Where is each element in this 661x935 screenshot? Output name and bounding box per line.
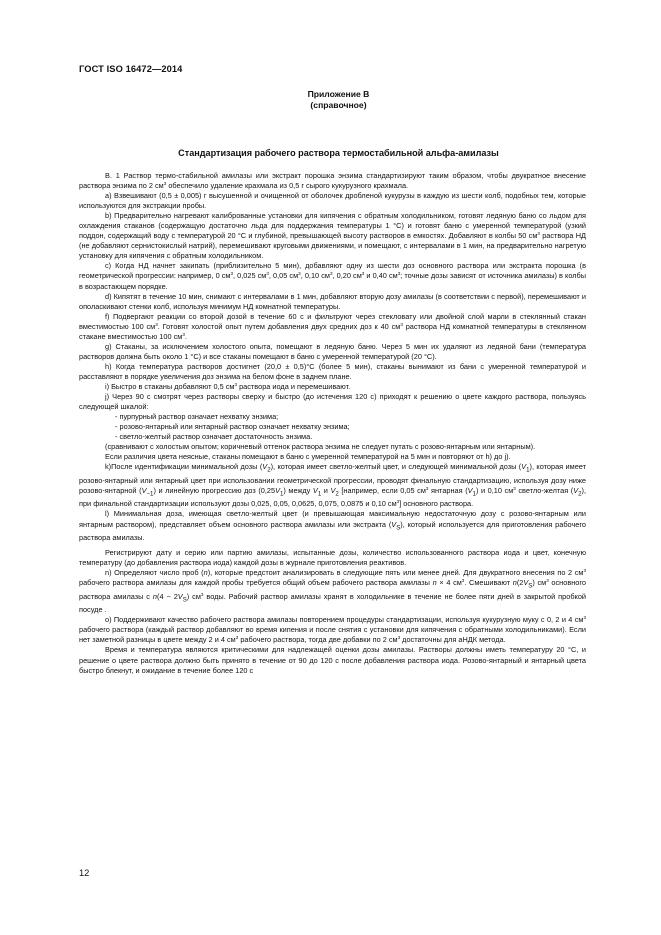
standard-code: ГОСТ ISO 16472—2014 xyxy=(79,64,183,74)
paragraph: a) Взвешивают (0,5 ± 0,005) г высушенной и очищенной от оболочек дробленой кукурузы в каждую из шести колб, подобных тем, которые используются для экстракции пробы. xyxy=(79,191,586,211)
paragraph: (сравнивают с холостым опытом; коричневый оттенок раствора энзима не следует путать с розово-янтарным или янтарным). xyxy=(105,442,536,452)
body-text xyxy=(79,171,586,676)
paragraph: d) Кипятят в течение 10 мин, снимают с интервалами в 1 мин, добавляют вторую дозу амилазы (в соответствии с первой), перемешивают и ополаскивают стенки колб, используя минимум НД комнатной температуры. xyxy=(79,291,586,311)
list-item: - пурпурный раствор означает нехватку энзима; xyxy=(115,412,279,422)
paragraph: Если различия цвета неясные, стаканы помещают в баню с умеренной температурой на 5 мин и повторяют от h) до j). xyxy=(105,452,511,462)
paragraph: l) Минимальная доза, имеющая светло-желтый цвет (и превышающая максимальную недостаточную дозу с розово-янтарным или янтарным раствором), представляет объем основного раствора амилазы или экстракта $(V_S)$, который используется для приготовления рабочего раствора амилазы. xyxy=(79,509,586,543)
section-title: Стандартизация рабочего раствора термостабильной альфа-амилазы xyxy=(178,148,499,158)
annex-title: Приложение В xyxy=(307,89,370,99)
page-number: 12 xyxy=(79,868,90,878)
paragraph: i) Быстро в стаканы добавляют 0,5 $см^3$ раствора иода и перемешивают. xyxy=(105,381,351,391)
paragraph: Регистрируют дату и серию или партию амилазы, испытанные дозы, количество использованного раствора иода и цвет, конечную температуру (до добавления раствора иода) каждой дозы в журнале приготовления реактивов. xyxy=(79,548,586,568)
paragraph: В. 1 Раствор термо-стабильной амилазы или экстракт порошка энзима стандартизируют таким образом, чтобы двукратное внесение раствора энзима по 2 $см^3$ обеспечило удаление крахмала из 0,5 г сырого кукурузного крахмала. xyxy=(79,171,586,191)
paragraph: n) Определяют число проб (n), которые предстоит анализировать в следующие пять или менее дней. Для двукратного внесения по 2 $см^3$ рабочего раствора амилазы для каждой пробы требуется общий объем рабочего раствора амилазы n × 4 $см^3$. Смешивают $n(2V_S)$ $см^3$ основного раствора амилазы с $n(4 - 2V_S)$ $см^3$ воды. Рабочий раствор амилазы хранят в холодильнике в течение не более пяти дней в закрытой пробкой посуде . xyxy=(79,568,587,615)
annex-heading xyxy=(0,89,661,111)
list-item: - светло-желтый раствор означает достаточность энзима. xyxy=(115,432,313,442)
paragraph: f) Подвергают реакции со второй дозой в течение 60 с и фильтруют через стекловату или двойной слой марли в стеклянный стакан вместимостью 100 $см^3$. Готовят холостой опыт путем добавления двух средних доз к 40 $см^3$ раствора НД комнатной температуры в стеклянном стакане вместимостью 100 $см^3$. xyxy=(79,311,586,341)
annex-subtitle: (справочное) xyxy=(310,100,367,110)
list-item: - розово-янтарный или янтарный раствор означает нехватку энзима; xyxy=(115,422,350,432)
paragraph: o) Поддерживают качество рабочего раствора амилазы повторением процедуры стандартизации, используя кукурузную муку с 0, 2 и 4 $см^3$ рабочего раствора (каждый раствор добавляют во время кипения и после снятия с установки для кипячения с обратными холодильниками). Если нет заметной разницы в цвете между 2 и 4 $см^3$ рабочего раствора, тогда две добавки по 2 $см^3$ достаточны для аНДК метода. xyxy=(79,615,586,645)
paragraph: k)После идентификации минимальной дозы $(V_2)$, которая имеет светло-желтый цвет, и следующей минимальной дозы $(V_1)$, которая имеет розово-янтарный или янтарный цвет при использовании геометрической прогрессии, проводят финальную стандартизацию, используя дозу ниже розово-янтарной $(V_{-1})$ и линейную прогрессию доз $(0,25V_1)$ между $V_1$ и $V_2$ [например, если 0,05 $см^3$ янтарная $(V_1)$ и 0,10 $см^3$ светло-желтая $(V_2)$, при финальной стандартизации используют дозы 0,025, 0,05, 0,0625, 0,075, 0,0875 и 0,10 $см^3$] основного раствора. xyxy=(79,462,587,509)
paragraph: Время и температура являются критическими для надлежащей оценки дозы амилазы. Растворы должны иметь температуру 20 °С, и решение о цвете раствора должно быть принято в течение от 90 до 120 с после добавления раствора иода. Розово-янтарный и янтарный цвета быстро блекнут, и ожидание в течение более 120 с xyxy=(79,645,586,675)
paragraph: b) Предварительно нагревают калиброванные установки для кипячения с обратным холодильником, готовят ледяную баню со льдом для охлаждения стаканов (содержащую достаточно льда для поддержания температуры 1 °С) и готовят баню с умеренной температурой (узкий поддон, содержащий воду с температурой 20 °С и глубиной, превышающей высоту растворов в емкостях. Добавляют в колбы 50 $см^3$ раствора НД (не добавляют сернистокислый натрий), перемешивают круговыми движениями, и помещают, с интервалами в 1 мин, на предварительно нагретую установку для кипячения с обратным холодильником. xyxy=(79,211,586,261)
paragraph: c) Когда НД начнет закипать (приблизительно 5 мин), добавляют одну из шести доз основного раствора или экстракта порошка (в геометрической прогрессии: например, 0 $см^3$, 0,025 $см^3$, 0,05 $см^3$, 0,10 $см^3$, 0,20 $см^3$ и 0,40 $см^3$; точные дозы зависят от источника амилазы) в колбы в возрастающем порядке. xyxy=(79,261,587,291)
paragraph: h) Когда температура растворов достигнет (20,0 ± 0,5)°С (более 5 мин), стаканы вынимают из бани с умеренной температурой и расставляют в порядке увеличения доз энзима на белом фоне в заднем плане. xyxy=(79,361,586,381)
paragraph: g) Стаканы, за исключением холостого опыта, помещают в ледяную баню. Через 5 мин их удаляют из ледяной бани (температура растворов должна быть около 1 °С) и все стаканы помещают в баню с умеренной температурой (20 °С). xyxy=(79,341,586,361)
paragraph: j) Через 90 с смотрят через растворы сверху и быстро (до истечения 120 с) приходят к решению о цвете каждого раствора, пользуясь следующей шкалой: xyxy=(79,392,586,412)
